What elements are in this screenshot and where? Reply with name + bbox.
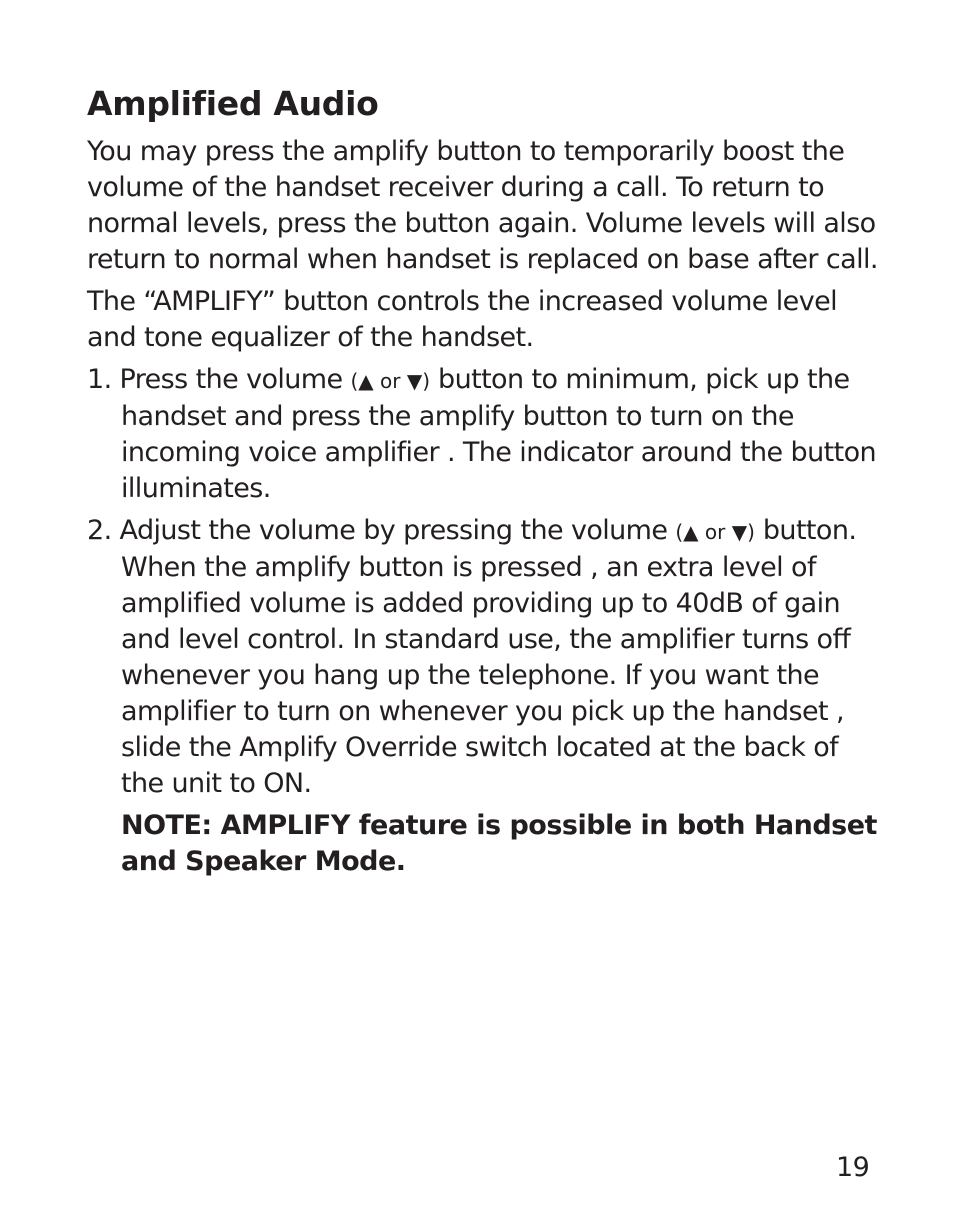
step-2 bbox=[87, 513, 887, 802]
intro-paragraph: You may press the amplify button to temporarily boost the volume of the handset receiver during a call. To return to normal levels, press the button again. Volume levels will also return to normal when handset is replaced on base after call. bbox=[87, 136, 878, 275]
step-2-text: button. When the amplify button is pressed , an extra level of amplified volume is added providing up to 40dB of gain and level control. In standard use, the amplifier turns off whenever you hang up the telephone. If you want the amplifier to turn on whenever you pick up the handset , slide the Amplify Override switch located at the back of the unit to ON. bbox=[121, 515, 857, 799]
volume-arrows: (▲ or ▼) bbox=[350, 369, 431, 393]
note-text: NOTE: AMPLIFY feature is possible in both Handset and Speaker Mode. bbox=[121, 810, 877, 877]
step-1 bbox=[87, 362, 887, 507]
amplify-description-paragraph: The “AMPLIFY” button controls the increased volume level and tone equalizer of the handset. bbox=[87, 286, 837, 353]
step-1-text: button to minimum, pick up the handset and press the amplify button to turn on the incoming voice amplifier . The indicator around the button illuminates. bbox=[121, 364, 877, 504]
step-1-lead: 1. Press the volume bbox=[87, 364, 351, 395]
page-content bbox=[87, 84, 887, 880]
step-2-lead: 2. Adjust the volume by pressing the volume bbox=[87, 515, 676, 546]
page-number: 19 bbox=[836, 1152, 870, 1183]
section-heading: Amplified Audio bbox=[87, 84, 379, 123]
volume-arrows: (▲ or ▼) bbox=[675, 520, 755, 544]
